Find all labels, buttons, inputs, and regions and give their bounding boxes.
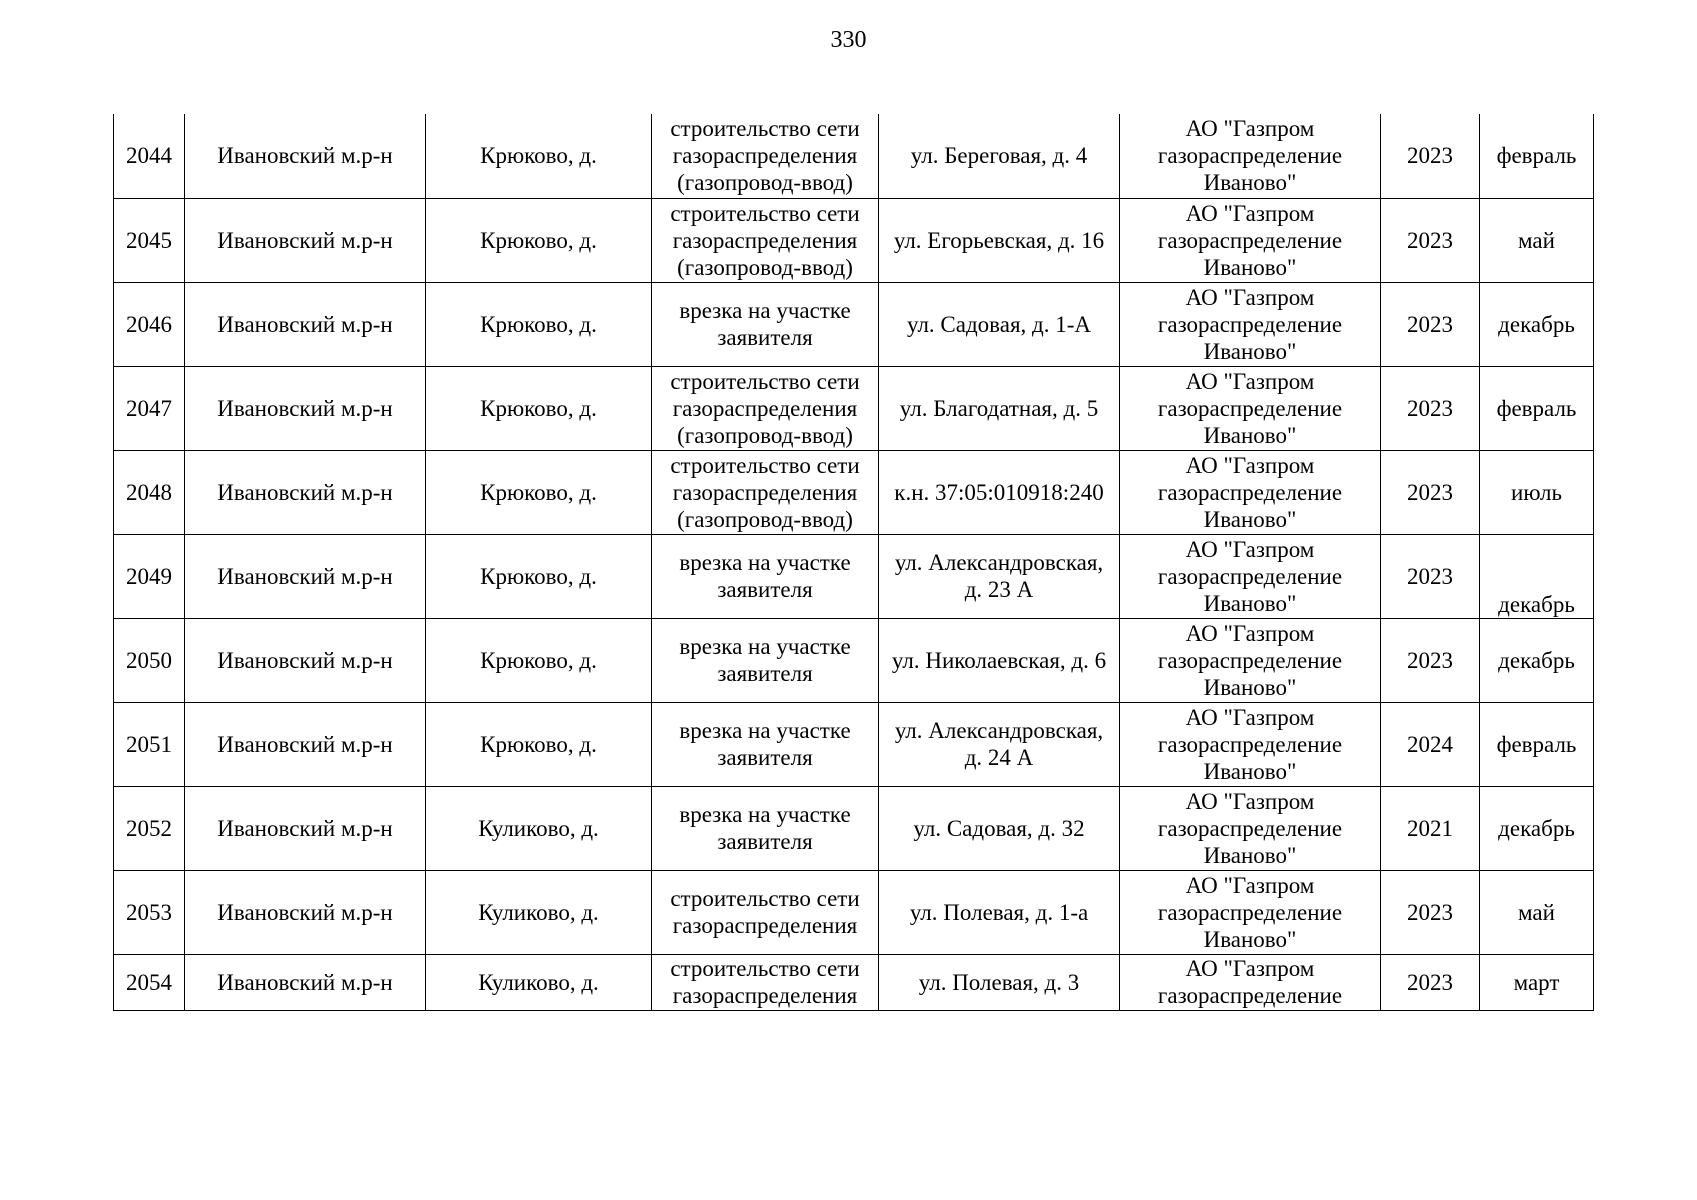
year-cell: 2023	[1381, 114, 1480, 198]
district-cell: Ивановский м.р-н	[185, 786, 426, 870]
district-cell: Ивановский м.р-н	[185, 534, 426, 618]
district-cell: Ивановский м.р-н	[185, 450, 426, 534]
table-row	[114, 366, 1594, 450]
gasification-table	[113, 114, 1594, 1011]
year-cell: 2023	[1381, 198, 1480, 282]
organization-cell: АО "Газпром газораспределение Иваново"	[1120, 198, 1381, 282]
table-row	[114, 870, 1594, 954]
year-cell: 2023	[1381, 870, 1480, 954]
locality-cell: Крюково, д.	[426, 366, 652, 450]
row-number-cell: 2050	[114, 618, 185, 702]
organization-cell: АО "Газпром газораспределение Иваново"	[1120, 870, 1381, 954]
work-type-cell: строительство сети газораспределения	[652, 954, 879, 1010]
month-cell: май	[1480, 870, 1594, 954]
work-type-cell: врезка на участке заявителя	[652, 702, 879, 786]
district-cell: Ивановский м.р-н	[185, 954, 426, 1010]
month-cell: декабрь	[1480, 786, 1594, 870]
year-cell: 2023	[1381, 450, 1480, 534]
work-type-cell: врезка на участке заявителя	[652, 618, 879, 702]
locality-cell: Крюково, д.	[426, 198, 652, 282]
locality-cell: Куликово, д.	[426, 954, 652, 1010]
work-type-cell: строительство сети газораспределения	[652, 870, 879, 954]
work-type-cell: строительство сети газораспределения (газопровод-ввод)	[652, 198, 879, 282]
table-row	[114, 786, 1594, 870]
year-cell: 2023	[1381, 282, 1480, 366]
district-cell: Ивановский м.р-н	[185, 114, 426, 198]
address-cell: ул. Александровская, д. 24 А	[879, 702, 1120, 786]
work-type-cell: строительство сети газораспределения (газопровод-ввод)	[652, 114, 879, 198]
organization-cell: АО "Газпром газораспределение Иваново"	[1120, 282, 1381, 366]
table-row	[114, 450, 1594, 534]
table-body	[114, 114, 1594, 1010]
row-number-cell: 2046	[114, 282, 185, 366]
month-cell: май	[1480, 198, 1594, 282]
district-cell: Ивановский м.р-н	[185, 366, 426, 450]
locality-cell: Крюково, д.	[426, 282, 652, 366]
locality-cell: Куликово, д.	[426, 870, 652, 954]
page-number: 330	[830, 27, 867, 53]
organization-cell: АО "Газпром газораспределение Иваново"	[1120, 786, 1381, 870]
month-cell: февраль	[1480, 366, 1594, 450]
district-cell: Ивановский м.р-н	[185, 702, 426, 786]
year-cell: 2023	[1381, 366, 1480, 450]
organization-cell: АО "Газпром газораспределение Иваново"	[1120, 618, 1381, 702]
table-row	[114, 198, 1594, 282]
address-cell: ул. Садовая, д. 1-А	[879, 282, 1120, 366]
address-cell: ул. Полевая, д. 1-а	[879, 870, 1120, 954]
row-number-cell: 2045	[114, 198, 185, 282]
row-number-cell: 2048	[114, 450, 185, 534]
locality-cell: Крюково, д.	[426, 618, 652, 702]
table-row	[114, 618, 1594, 702]
organization-cell: АО "Газпром газораспределение Иваново"	[1120, 114, 1381, 198]
address-cell: ул. Николаевская, д. 6	[879, 618, 1120, 702]
row-number-cell: 2052	[114, 786, 185, 870]
year-cell: 2023	[1381, 618, 1480, 702]
locality-cell: Крюково, д.	[426, 702, 652, 786]
row-number-cell: 2047	[114, 366, 185, 450]
address-cell: ул. Полевая, д. 3	[879, 954, 1120, 1010]
table-row	[114, 282, 1594, 366]
month-cell: декабрь	[1480, 282, 1594, 366]
district-cell: Ивановский м.р-н	[185, 870, 426, 954]
district-cell: Ивановский м.р-н	[185, 282, 426, 366]
year-cell: 2023	[1381, 534, 1480, 618]
table-row	[114, 534, 1594, 618]
organization-cell: АО "Газпром газораспределение Иваново"	[1120, 366, 1381, 450]
address-cell: ул. Благодатная, д. 5	[879, 366, 1120, 450]
month-cell: февраль	[1480, 702, 1594, 786]
address-cell: ул. Садовая, д. 32	[879, 786, 1120, 870]
locality-cell: Крюково, д.	[426, 534, 652, 618]
table-row	[114, 114, 1594, 198]
organization-cell: АО "Газпром газораспределение Иваново"	[1120, 534, 1381, 618]
row-number-cell: 2051	[114, 702, 185, 786]
work-type-cell: врезка на участке заявителя	[652, 534, 879, 618]
row-number-cell: 2049	[114, 534, 185, 618]
address-cell: ул. Александровская, д. 23 А	[879, 534, 1120, 618]
locality-cell: Куликово, д.	[426, 786, 652, 870]
work-type-cell: строительство сети газораспределения (газопровод-ввод)	[652, 366, 879, 450]
row-number-cell: 2053	[114, 870, 185, 954]
address-cell: ул. Егорьевская, д. 16	[879, 198, 1120, 282]
work-type-cell: врезка на участке заявителя	[652, 786, 879, 870]
month-cell: июль	[1480, 450, 1594, 534]
work-type-cell: врезка на участке заявителя	[652, 282, 879, 366]
locality-cell: Крюково, д.	[426, 114, 652, 198]
month-cell: март	[1480, 954, 1594, 1010]
year-cell: 2021	[1381, 786, 1480, 870]
organization-cell: АО "Газпром газораспределение Иваново"	[1120, 450, 1381, 534]
row-number-cell: 2044	[114, 114, 185, 198]
district-cell: Ивановский м.р-н	[185, 198, 426, 282]
district-cell: Ивановский м.р-н	[185, 618, 426, 702]
organization-cell: АО "Газпром газораспределение Иваново"	[1120, 702, 1381, 786]
table-row	[114, 702, 1594, 786]
month-cell: декабрь	[1480, 618, 1594, 702]
work-type-cell: строительство сети газораспределения (газопровод-ввод)	[652, 450, 879, 534]
year-cell: 2023	[1381, 954, 1480, 1010]
table-row	[114, 954, 1594, 1010]
month-cell: февраль	[1480, 114, 1594, 198]
address-cell: ул. Береговая, д. 4	[879, 114, 1120, 198]
month-cell: декабрь	[1480, 534, 1594, 618]
year-cell: 2024	[1381, 702, 1480, 786]
row-number-cell: 2054	[114, 954, 185, 1010]
locality-cell: Крюково, д.	[426, 450, 652, 534]
address-cell: к.н. 37:05:010918:240	[879, 450, 1120, 534]
organization-cell: АО "Газпром газораспределение	[1120, 954, 1381, 1010]
